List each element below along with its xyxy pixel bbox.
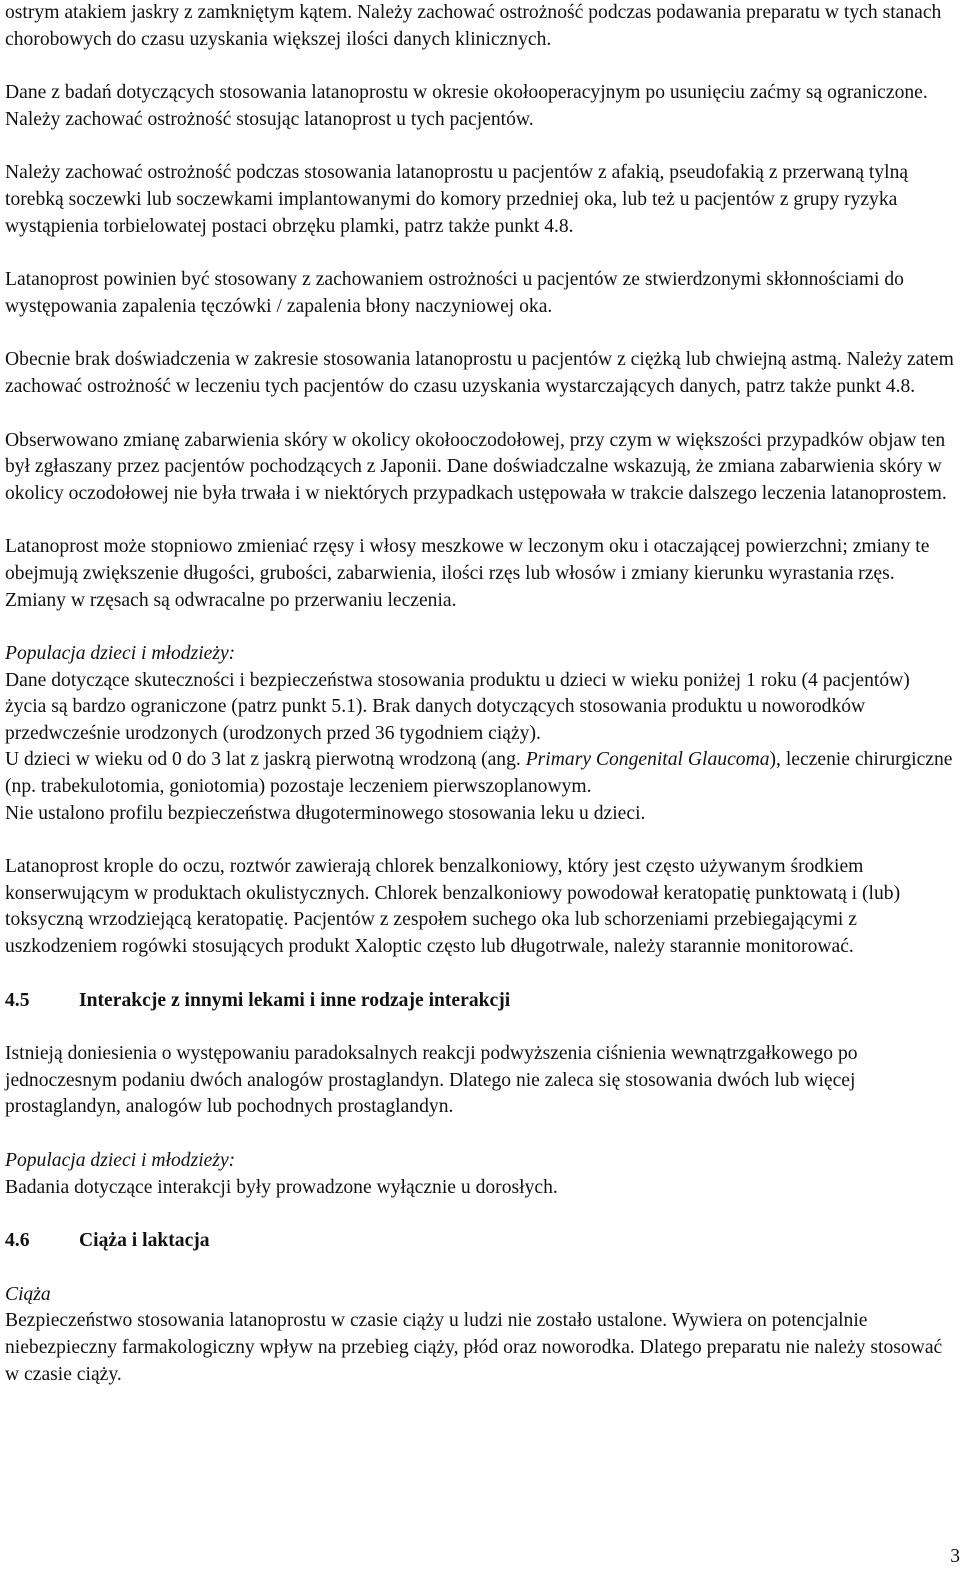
pediatric-block [5, 641, 955, 827]
page-number: 3 [950, 1546, 960, 1567]
section-number: 4.6 [5, 1230, 30, 1252]
paragraph: Latanoprost powinien być stosowany z zachowaniem ostrożności u pacjentów ze stwierdzonymi skłonnościami do występowania zapalenia tęczówki / zapalenia błony naczyniowej oka. [5, 269, 904, 317]
paragraph: Badania dotyczące interakcji były prowadzone wyłącznie u dorosłych. [5, 1176, 558, 1198]
pediatric-heading: Populacja dzieci i młodzieży: [5, 643, 236, 665]
paragraph: Należy zachować ostrożność podczas stosowania latanoprostu u pacjentów z afakią, pseudofakią z przerwaną tylną torebką soczewki lub soczewkami implantowanymi do komory przedniej oka, lub też u pacjentów z grupy ryzyka wystąpienia torbielowatej postaci obrzęku plamki, patrz także punkt 4.8. [5, 162, 909, 237]
pediatric-text-1: Dane dotyczące skuteczności i bezpieczeństwa stosowania produktu u dzieci w wieku poniżej 1 roku (4 pacjentów) życia są bardzo ograniczone (patrz punkt 5.1). Brak danych dotyczących stosowania produktu u noworodków przedwcześnie urodzonych (urodzonych przed 36 tygodniem ciąży). [5, 669, 910, 744]
paragraph: Bezpieczeństwo stosowania latanoprostu w czasie ciąży u ludzi nie zostało ustalone. Wywiera on potencjalnie niebezpieczny farmakologiczny wpływ na przebieg ciąży, płód oraz noworodka. Dlatego preparatu nie należy stosować w czasie ciąży. [5, 1310, 943, 1385]
pediatric-text-3: Nie ustalono profilu bezpieczeństwa długoterminowego stosowania leku u dzieci. [5, 802, 646, 824]
section-title: Interakcje z innymi lekami i inne rodzaje interakcji [79, 989, 511, 1011]
pediatric-text-2 [5, 747, 955, 800]
interactions-pediatric-block [5, 1148, 955, 1201]
document-page [5, 0, 955, 1388]
pediatric-text-2a: U dzieci w wieku od 0 do 3 lat z jaskrą pierwotną wrodzoną (ang. [5, 749, 526, 771]
section-number: 4.5 [5, 989, 30, 1011]
paragraph: Obecnie brak doświadczenia w zakresie stosowania latanoprostu u pacjentów z ciężką lub chwiejną astmą. Należy zatem zachować ostrożność w leczeniu tych pacjentów do czasu uzyskania wystarczających danych, patrz także punkt 4.8. [5, 349, 954, 397]
pregnancy-block [5, 1282, 955, 1388]
pediatric-heading: Populacja dzieci i młodzieży: [5, 1150, 236, 1171]
paragraph: Istnieją doniesienia o występowaniu paradoksalnych reakcji podwyższenia ciśnienia wewnątrzgałkowego po jednoczesnym podaniu dwóch analogów prostaglandyn. Dlatego nie zaleca się stosowania dwóch lub więcej prostaglandyn, analogów lub pochodnych prostaglandyn. [5, 1043, 858, 1118]
section-heading-4-5 [5, 988, 955, 1015]
section-heading-4-6 [5, 1228, 955, 1255]
paragraph-benzalkonium: Latanoprost krople do oczu, roztwór zawierają chlorek benzalkoniowy, który jest często używanym środkiem konserwującym w produktach okulistycznych. Chlorek benzalkoniowy powodował keratopatię punktowatą i (lub) toksyczną wrzodziejącą keratopatię. Pacjentów z zespołem suchego oka lub schorzeniami przebiegającymi z uszkodzeniem rogówki stosujących produkt Xaloptic często lub długotrwale, należy starannie monitorować. [5, 856, 901, 958]
pregnancy-subheading: Ciąża [5, 1283, 51, 1305]
paragraph: Obserwowano zmianę zabarwienia skóry w okolicy okołooczodołowej, przy czym w większości przypadków objaw ten był zgłaszany przez pacjentów pochodzących z Japonii. Dane doświadczalne wskazują, że zmiana zabarwienia skóry w okolicy oczodołowej nie była trwała i w niektórych przypadkach ustępowała w trakcie dalszego leczenia latanoprostem. [5, 429, 947, 504]
paragraph: Dane z badań dotyczących stosowania latanoprostu w okresie okołooperacyjnym po usunięciu zaćmy są ograniczone. Należy zachować ostrożność stosując latanoprost u tych pacjentów. [5, 82, 928, 130]
pediatric-text-2-italic: Primary Congenital Glaucoma [525, 749, 770, 771]
section-title: Ciąża i laktacja [79, 1230, 210, 1252]
paragraph: ostrym atakiem jaskry z zamkniętym kątem. Należy zachować ostrożność podczas podawania preparatu w tych stanach chorobowych do czasu uzyskania większej ilości danych klinicznych. [5, 2, 942, 50]
pediatric-text-2b: ), leczenie chirurgiczne (np. trabekulotomia, goniotomia) pozostaje leczeniem pierwszoplanowym. [5, 749, 953, 798]
paragraph: Latanoprost może stopniowo zmieniać rzęsy i włosy meszkowe w leczonym oku i otaczającej powierzchni; zmiany te obejmują zwiększenie długości, grubości, zabarwienia, ilości rzęs lub włosów i zmiany kierunku wyrastania rzęs. Zmiany w rzęsach są odwracalne po przerwaniu leczenia. [5, 536, 930, 611]
